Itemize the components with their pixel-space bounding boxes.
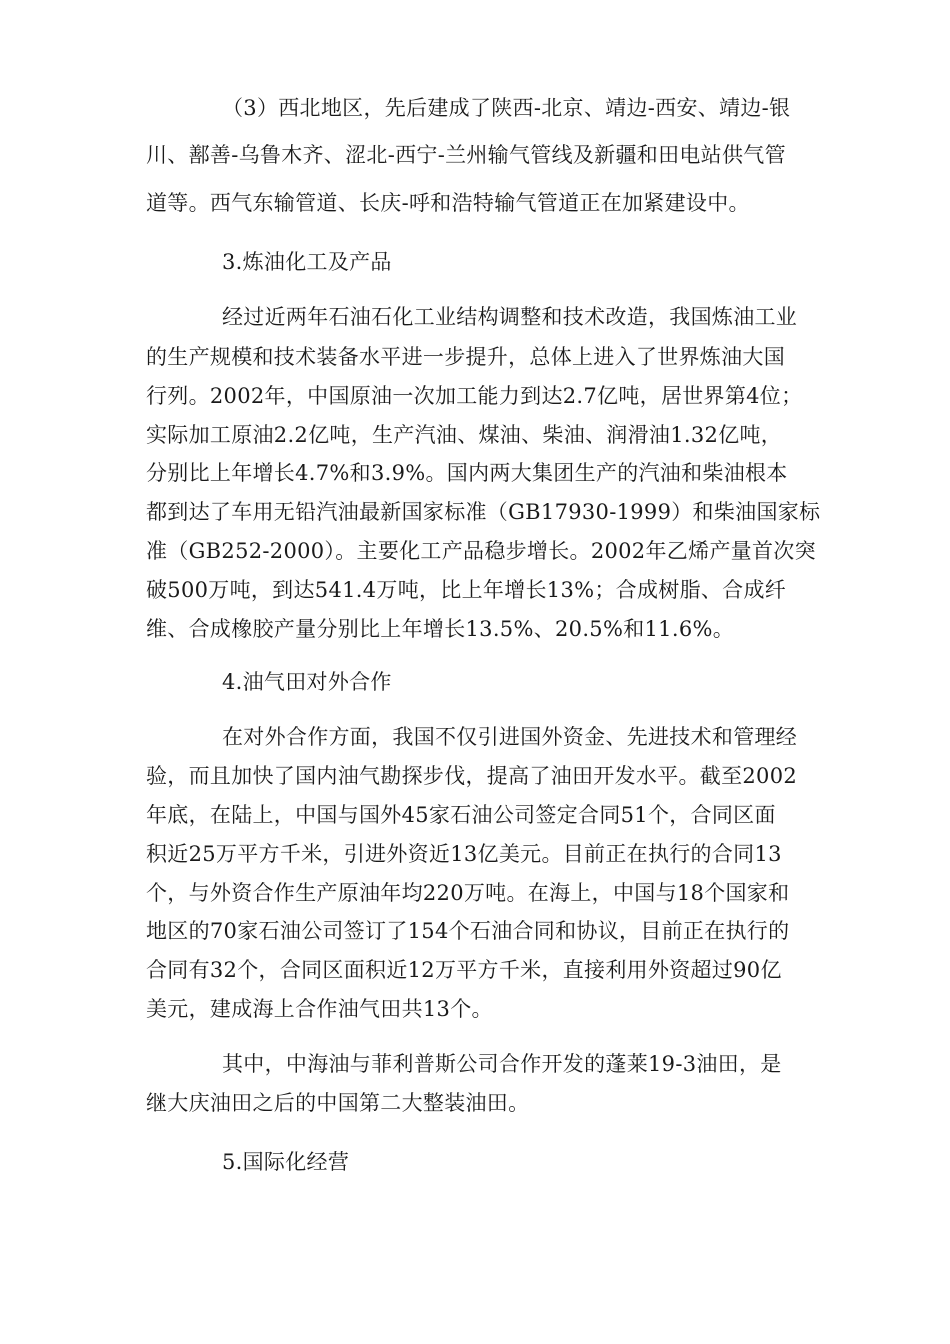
paragraph-line: 道等。西气东输管道、长庆-呼和浩特输气管道正在加紧建设中。 [146, 191, 750, 215]
paragraph-line: 准（GB252-2000）。主要化工产品稳步增长。2002年乙烯产量首次突 [146, 539, 816, 563]
paragraph-line: 川、鄯善-乌鲁木齐、涩北-西宁-兰州输气管线及新疆和田电站供气管 [146, 143, 786, 167]
paragraph-line: 地区的70家石油公司签订了154个石油合同和协议，目前正在执行的 [146, 919, 790, 943]
section-heading: 5.国际化经营 [222, 1150, 350, 1174]
paragraph-line: 其中，中海油与菲利普斯公司合作开发的蓬莱19-3油田，是 [222, 1052, 782, 1076]
paragraph-line: 实际加工原油2.2亿吨，生产汽油、煤油、柴油、润滑油1.32亿吨， [146, 423, 783, 447]
paragraph-line: 在对外合作方面，我国不仅引进国外资金、先进技术和管理经 [222, 725, 798, 749]
paragraph-line: 验，而且加快了国内油气勘探步伐，提高了油田开发水平。截至2002 [146, 764, 798, 788]
paragraph-line: 继大庆油田之后的中国第二大整装油田。 [146, 1091, 530, 1115]
paragraph-line: 行列。2002年，中国原油一次加工能力到达2.7亿吨，居世界第4位； [146, 384, 803, 408]
section-heading: 4.油气田对外合作 [222, 670, 392, 694]
paragraph-line: 经过近两年石油石化工业结构调整和技术改造，我国炼油工业 [222, 305, 798, 329]
paragraph-line: 都到达了车用无铅汽油最新国家标准（GB17930-1999）和柴油国家标 [146, 500, 821, 524]
paragraph-line: 合同有32个，合同区面积近12万平方千米，直接利用外资超过90亿 [146, 958, 782, 982]
paragraph-line: 维、合成橡胶产量分别比上年增长13.5%、20.5%和11.6%。 [146, 617, 735, 641]
paragraph-line: 破500万吨，到达541.4万吨，比上年增长13%；合成树脂、合成纤 [146, 578, 787, 602]
paragraph-line: （3）西北地区，先后建成了陕西-北京、靖边-西安、靖边-银 [222, 96, 791, 120]
paragraph-line: 积近25万平方千米，引进外资近13亿美元。目前正在执行的合同13 [146, 842, 782, 866]
paragraph-line: 年底，在陆上，中国与国外45家石油公司签定合同51个，合同区面 [146, 803, 776, 827]
paragraph-line: 分别比上年增长4.7%和3.9%。国内两大集团生产的汽油和柴油根本 [146, 461, 788, 485]
section-heading: 3.炼油化工及产品 [222, 250, 392, 274]
paragraph-line: 美元，建成海上合作油气田共13个。 [146, 997, 493, 1021]
paragraph-line: 的生产规模和技术装备水平进一步提升，总体上进入了世界炼油大国 [146, 345, 785, 369]
paragraph-line: 个，与外资合作生产原油年均220万吨。在海上，中国与18个国家和 [146, 881, 790, 905]
